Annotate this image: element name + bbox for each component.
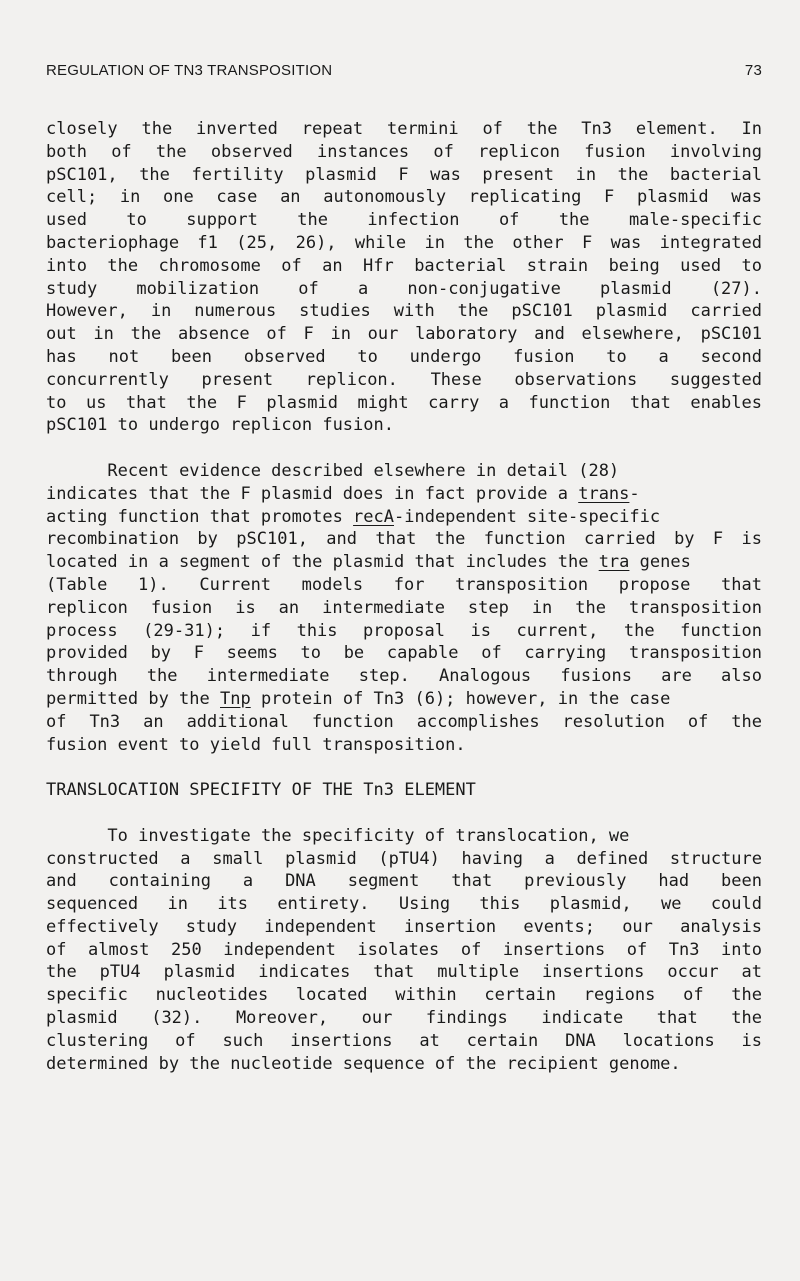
text-line: of almost 250 independent isolates of insertions of Tn3 into <box>46 939 762 960</box>
text-line: effectively study independent insertion events; our analysis <box>46 916 762 937</box>
text-line <box>46 825 762 848</box>
text-line: provided by F seems to be capable of carrying transposition <box>46 643 762 664</box>
text-segment: genes <box>629 552 691 573</box>
text-line: of Tn3 an additional function accomplishes resolution of the <box>46 711 762 732</box>
text-line <box>46 506 762 529</box>
text-line: fusion event to yield full transposition. <box>46 734 466 755</box>
text-line: clustering of such insertions at certain DNA locations is <box>46 1030 762 1051</box>
paragraph-spacer <box>46 802 762 825</box>
text-line: replicon fusion is an intermediate step in the transposition <box>46 597 762 618</box>
paragraph-recent-evidence <box>46 460 762 756</box>
text-line: and containing a DNA segment that previously had been <box>46 871 762 892</box>
text-line: closely the inverted repeat termini of the Tn3 element. In <box>46 119 762 139</box>
text-line: However, in numerous studies with the pSC101 plasmid carried <box>46 301 762 322</box>
text-line: recombination by pSC101, and that the function carried by F is <box>46 529 762 550</box>
text-line: through the intermediate step. Analogous fusions are also <box>46 666 762 687</box>
text-line <box>46 688 762 711</box>
text-line: bacteriophage f1 (25, 26), while in the other F was integrated <box>46 232 762 253</box>
paragraph-spacer <box>46 756 762 779</box>
text-line <box>46 460 762 483</box>
running-header-title: REGULATION OF TN3 TRANSPOSITION <box>46 62 333 79</box>
text-line: (Table 1). Current models for transposition propose that <box>46 574 762 595</box>
text-line: into the chromosome of an Hfr bacterial strain being used to <box>46 255 762 276</box>
page-body <box>46 118 762 1075</box>
text-line: has not been observed to undergo fusion to a second <box>46 346 762 367</box>
underlined-term-recA: recA <box>353 506 394 527</box>
text-line <box>46 551 762 574</box>
text-line: pSC101 to undergo replicon fusion. <box>46 415 394 436</box>
text-line: plasmid (32). Moreover, our findings indicate that the <box>46 1008 762 1029</box>
text-line: used to support the infection of the male-specific <box>46 210 762 231</box>
text-line: concurrently present replicon. These observations suggested <box>46 369 762 390</box>
text-line: study mobilization of a non-conjugative plasmid (27). <box>46 278 762 299</box>
text-line: sequenced in its entirety. Using this plasmid, we could <box>46 894 762 915</box>
paragraph-translocation-specificity <box>46 825 762 1076</box>
text-line: both of the observed instances of replicon fusion involving <box>46 141 762 162</box>
text-line: pSC101, the fertility plasmid F was present in the bacterial <box>46 164 762 185</box>
text-line-content: Recent evidence described elsewhere in detail (28) <box>107 460 620 481</box>
text-segment: located in a segment of the plasmid that includes the <box>46 552 599 573</box>
running-header <box>46 62 762 84</box>
text-line <box>46 483 762 506</box>
page-number: 73 <box>744 62 762 79</box>
text-line-content: To investigate the specificity of translocation, we <box>107 825 630 846</box>
paragraph-indent <box>46 826 107 846</box>
text-segment: -independent site-specific <box>394 506 661 527</box>
text-line: process (29-31); if this proposal is current, the function <box>46 620 762 641</box>
section-heading: TRANSLOCATION SPECIFITY OF THE Tn3 ELEMENT <box>46 780 476 801</box>
text-line: to us that the F plasmid might carry a function that enables <box>46 392 762 413</box>
text-line: constructed a small plasmid (pTU4) having a defined structure <box>46 848 762 869</box>
text-segment: - <box>629 483 640 504</box>
text-line: out in the absence of F in our laboratory and elsewhere, pSC101 <box>46 324 762 345</box>
text-line: determined by the nucleotide sequence of the recipient genome. <box>46 1053 681 1074</box>
underlined-term-tnp: Tnp <box>220 688 251 709</box>
underlined-term-tra: tra <box>598 552 630 573</box>
text-segment: acting function that promotes <box>46 506 354 527</box>
paragraph-replicon-fusion <box>46 118 762 437</box>
text-line: the pTU4 plasmid indicates that multiple insertions occur at <box>46 962 762 983</box>
paragraph-spacer <box>46 437 762 460</box>
text-line: specific nucleotides located within certain regions of the <box>46 985 762 1006</box>
text-line: cell; in one case an autonomously replicating F plasmid was <box>46 187 762 208</box>
text-segment: permitted by the <box>46 688 220 709</box>
paragraph-indent <box>46 461 107 481</box>
text-segment: protein of Tn3 (6); however, in the case <box>250 688 671 709</box>
text-segment: indicates that the F plasmid does in fact provide a <box>46 483 579 504</box>
underlined-term-trans: trans <box>578 483 630 504</box>
